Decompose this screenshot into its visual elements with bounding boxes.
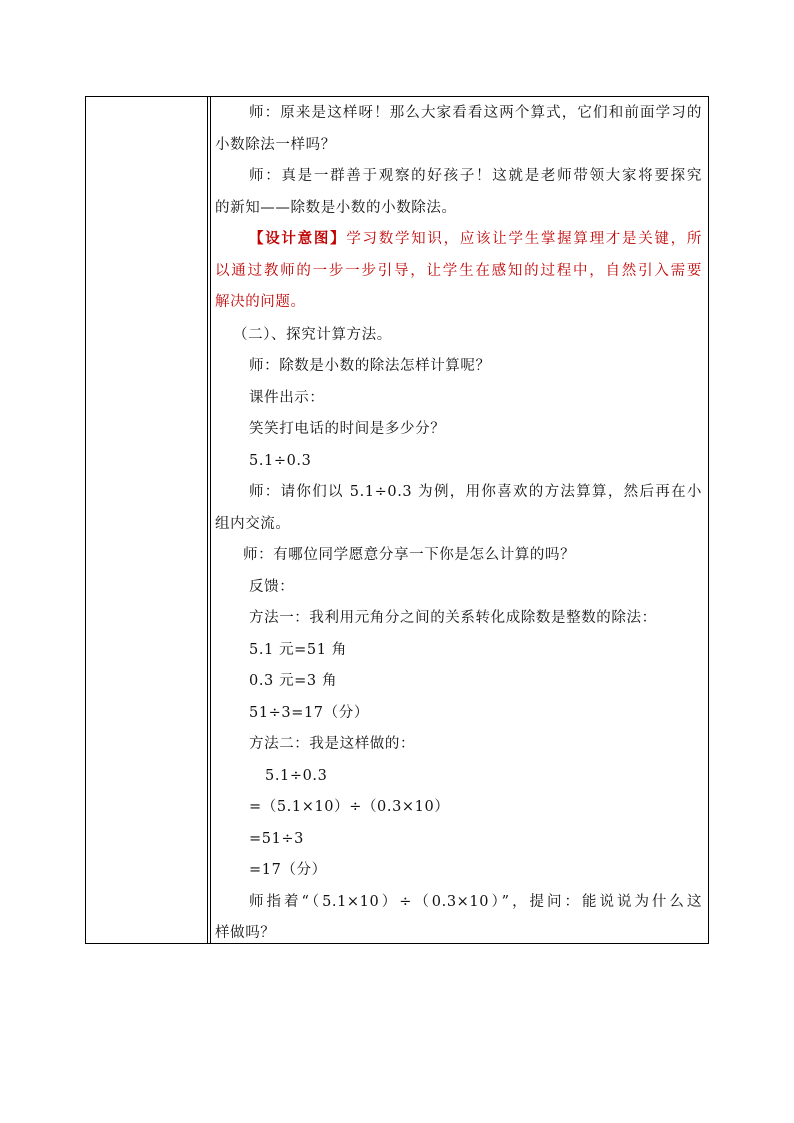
text-line: 师：原来是这样呀！那么大家看看这两个算式，它们和前面学习的 bbox=[249, 105, 702, 121]
design-intent-text: 学习数学知识，应该让学生掌握算理才是关键，所 bbox=[346, 231, 702, 247]
text-line: 5.1÷0.3 bbox=[265, 768, 328, 784]
text-line: 师：真是一群善于观察的好孩子！这就是老师带领大家将要探究 bbox=[249, 168, 702, 184]
text-line: 方法二：我是这样做的： bbox=[249, 736, 416, 752]
column-divider-inner bbox=[210, 97, 211, 943]
text-line: （二）、探究计算方法。 bbox=[233, 327, 392, 343]
text-line: 反馈： bbox=[249, 579, 295, 595]
text-line: 课件出示： bbox=[249, 390, 325, 406]
text-line: 组内交流。 bbox=[215, 516, 291, 532]
text-line: 0.3 元=3 角 bbox=[249, 673, 338, 689]
text-line: 解决的问题。 bbox=[215, 294, 306, 310]
text-line: =（5.1×10）÷（0.3×10） bbox=[249, 799, 450, 815]
text-line: 师：请你们以 5.1÷0.3 为例，用你喜欢的方法算算，然后再在小 bbox=[249, 484, 702, 500]
lesson-content-cell bbox=[215, 97, 702, 943]
text-line: 师：除数是小数的除法怎样计算呢？ bbox=[249, 358, 491, 374]
text-line: 小数除法一样吗？ bbox=[215, 137, 336, 153]
text-line: =51÷3 bbox=[249, 831, 304, 847]
design-intent-label: 【设计意图】 bbox=[249, 230, 347, 247]
text-line bbox=[215, 229, 702, 249]
text-line: 方法一：我利用元角分之间的关系转化成除数是整数的除法： bbox=[249, 610, 657, 626]
text-line: 的新知——除数是小数的小数除法。 bbox=[215, 200, 457, 216]
text-line: 样做吗？ bbox=[215, 925, 276, 941]
lesson-table bbox=[85, 96, 709, 944]
text-line: =17（分） bbox=[249, 862, 327, 878]
text-line: 51÷3=17（分） bbox=[249, 705, 369, 721]
text-line: 师指着“（5.1×10）÷（0.3×10）”，提问：能说说为什么这 bbox=[249, 894, 702, 910]
text-line: 以通过教师的一步一步引导，让学生在感知的过程中，自然引入需要 bbox=[215, 263, 702, 279]
column-divider bbox=[207, 97, 208, 943]
text-line: 5.1 元=51 角 bbox=[249, 642, 347, 658]
text-line: 师：有哪位同学愿意分享一下你是怎么计算的吗？ bbox=[243, 547, 576, 563]
text-line: 笑笑打电话的时间是多少分？ bbox=[249, 421, 446, 437]
text-line: 5.1÷0.3 bbox=[249, 453, 312, 469]
